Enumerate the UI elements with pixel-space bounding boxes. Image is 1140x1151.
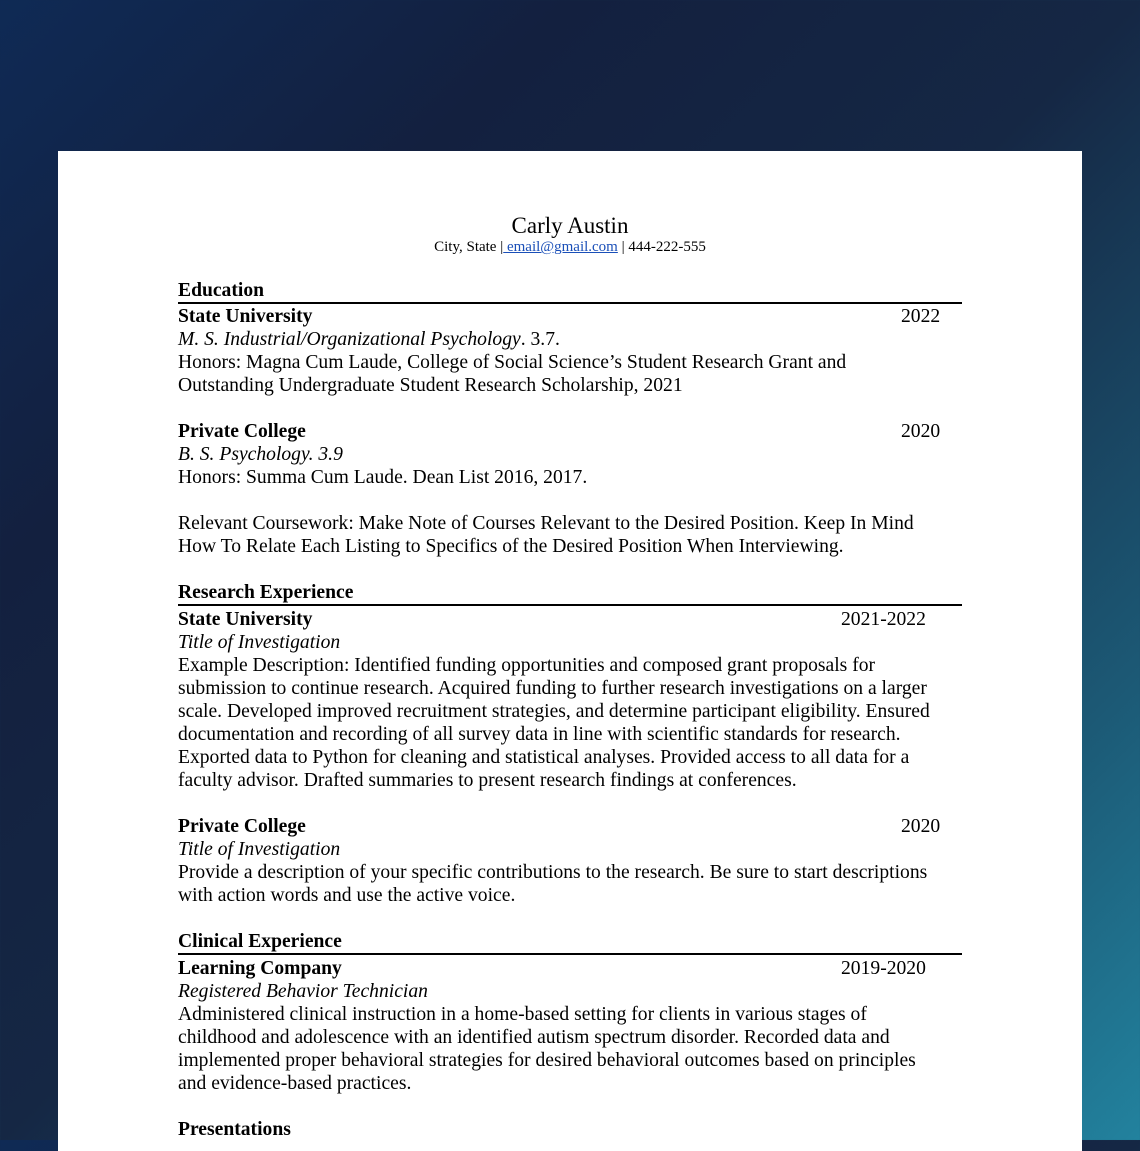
resume-name: Carly Austin	[511, 213, 629, 238]
contact-email-link[interactable]: email@gmail.com	[503, 239, 618, 255]
description-line: submission to continue research. Acquired funding to further research investigations on a larger	[178, 678, 927, 699]
entry-role: Title of Investigation	[178, 839, 341, 860]
entry-organization: Learning Company	[178, 958, 342, 979]
contact-separator: |	[617, 239, 629, 255]
entry-organization: Private College	[178, 816, 306, 837]
entry-year: 2020	[901, 421, 941, 442]
entry-honors-line: Honors: Summa Cum Laude. Dean List 2016, 2017.	[178, 467, 588, 488]
entry-year: 2022	[901, 306, 941, 327]
contact-line	[178, 238, 962, 256]
coursework-line: How To Relate Each Listing to Specifics of the Desired Position When Interviewing.	[178, 536, 844, 557]
entry-role: Registered Behavior Technician	[178, 981, 428, 1002]
description-line: Exported data to Python for cleaning and statistical analyses. Provided access to all data for a	[178, 747, 910, 768]
entry-degree: B. S. Psychology. 3.9	[178, 444, 343, 465]
resume-page	[58, 151, 1082, 1151]
entry-organization: Private College	[178, 421, 306, 442]
description-line: childhood and adolescence with an identified autism spectrum disorder. Recorded data and	[178, 1027, 890, 1048]
entry-year: 2021-2022	[841, 609, 926, 630]
education-entry	[178, 420, 962, 443]
education-entry	[178, 305, 962, 328]
description-line: with action words and use the active voice.	[178, 885, 516, 906]
entry-organization: State University	[178, 306, 313, 327]
description-line: Provide a description of your specific contributions to the research. Be sure to start descriptions	[178, 862, 928, 883]
entry-year: 2020	[901, 816, 941, 837]
coursework-line: Relevant Coursework: Make Note of Courses Relevant to the Desired Position. Keep In Mind	[178, 513, 914, 534]
description-line: implemented proper behavioral strategies for desired behavioral outcomes based on principles	[178, 1050, 916, 1071]
description-line: documentation and recording of all survey data in line with scientific standards for research.	[178, 724, 901, 745]
entry-degree	[178, 328, 962, 351]
section-heading-research: Research Experience	[178, 582, 962, 606]
contact-location: City, State |	[434, 239, 504, 255]
research-entry	[178, 608, 962, 631]
description-line: faculty advisor. Drafted summaries to present research findings at conferences.	[178, 770, 797, 791]
entry-honors-line: Honors: Magna Cum Laude, College of Social Science’s Student Research Grant and	[178, 352, 847, 373]
contact-phone: 444-222-555	[628, 239, 706, 255]
section-heading-education: Education	[178, 280, 962, 304]
entry-honors-line: Outstanding Undergraduate Student Research Scholarship, 2021	[178, 375, 683, 396]
clinical-entry	[178, 957, 962, 980]
degree-gpa: . 3.7.	[520, 329, 560, 350]
entry-role: Title of Investigation	[178, 632, 341, 653]
description-line: and evidence-based practices.	[178, 1073, 412, 1094]
section-heading-clinical: Clinical Experience	[178, 931, 962, 955]
degree-title: M. S. Industrial/Organizational Psychology	[178, 329, 521, 350]
entry-organization: State University	[178, 609, 313, 630]
entry-year: 2019-2020	[841, 958, 926, 979]
description-line: scale. Developed improved recruitment strategies, and determine participant eligibility. Ensured	[178, 701, 930, 722]
description-line: Administered clinical instruction in a home-based setting for clients in various stages of	[178, 1004, 867, 1025]
research-entry	[178, 815, 962, 838]
description-line: Example Description: Identified funding opportunities and composed grant proposals for	[178, 655, 876, 676]
section-heading-presentations: Presentations	[178, 1119, 291, 1140]
